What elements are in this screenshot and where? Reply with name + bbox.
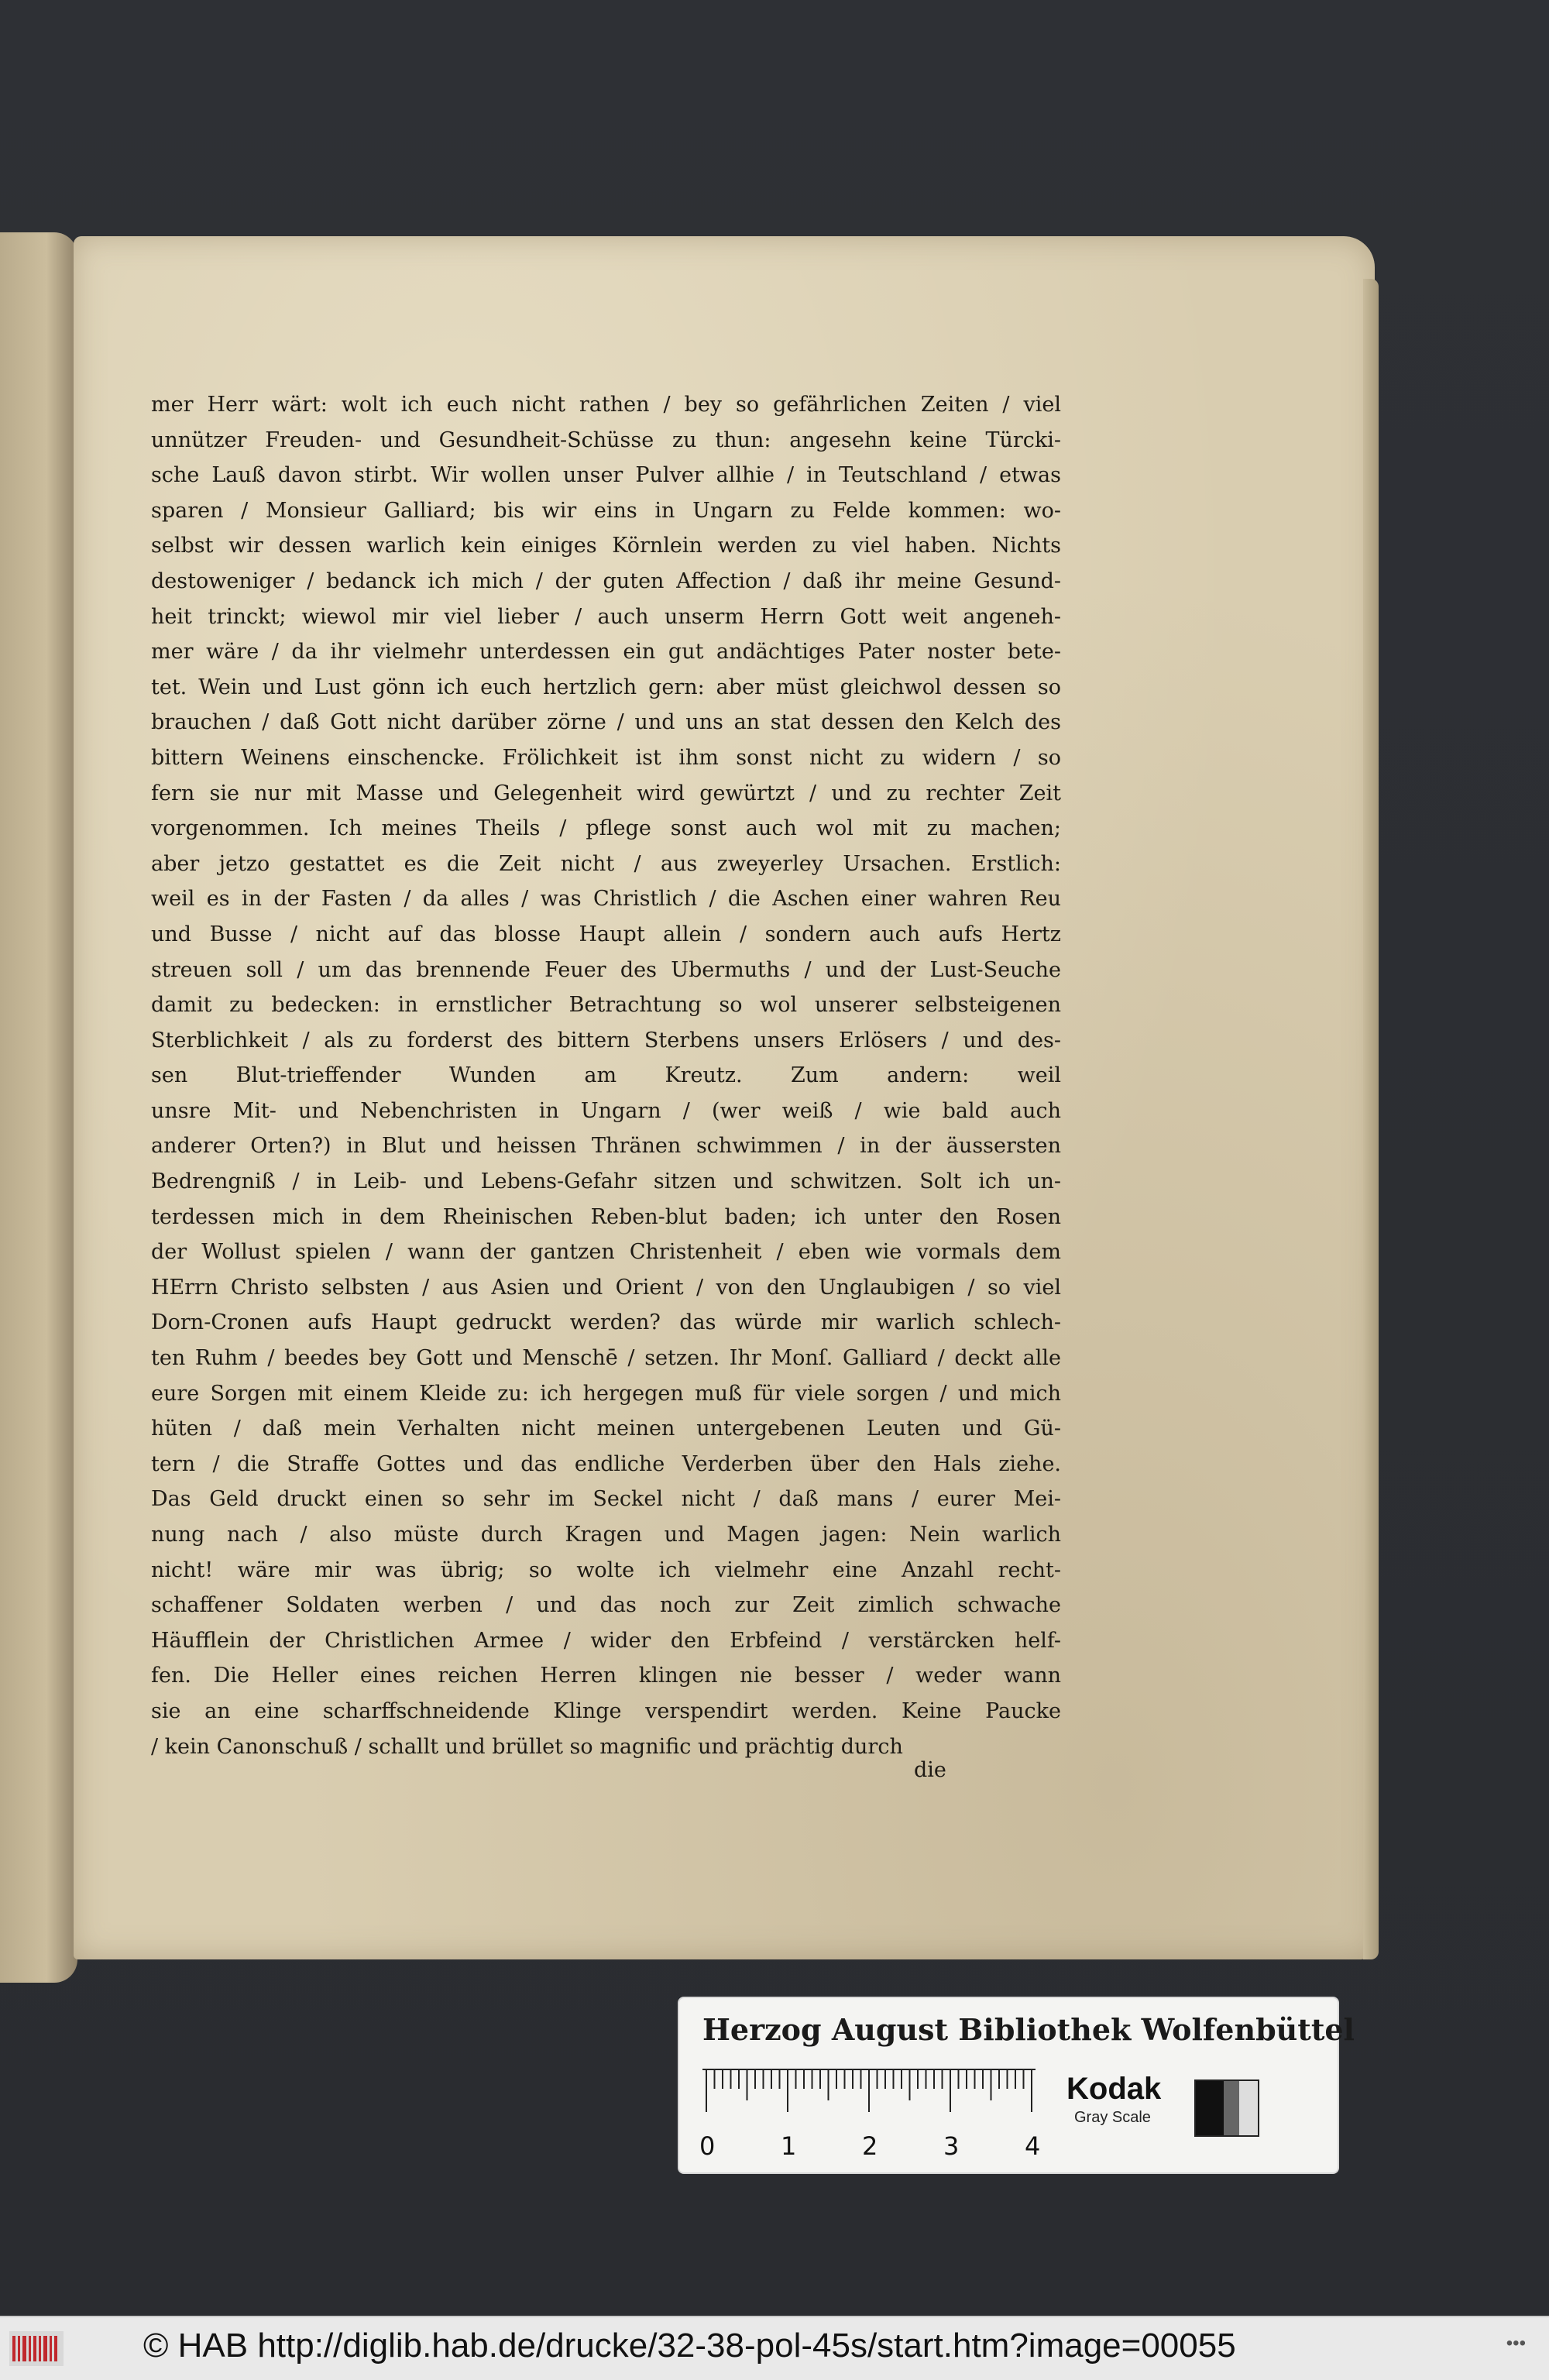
text-line: heit trinckt; wiewol mir viel lieber / auch unserm Herrn Gott weit angeneh- — [151, 604, 1061, 629]
text-line: fen. Die Heller eines reichen Herren klingen nie besser / weder wann — [151, 1664, 1061, 1688]
text-line: mer wäre / da ihr vielmehr unterdessen ein gut andächtiges Pater noster bete- — [151, 640, 1061, 665]
text-line: Häufflein der Christlichen Armee / wider den Erbfeind / verstärcken helf- — [151, 1628, 1061, 1653]
text-line: bittern Weinens einschencke. Frölichkeit ist ihm sonst nicht zu widern / so — [151, 745, 1061, 770]
ruler-label: 4 — [1025, 2131, 1041, 2161]
text-line: Das Geld druckt einen so sehr im Seckel nicht / daß mans / eurer Mei- — [151, 1487, 1061, 1512]
hab-logo-icon — [9, 2331, 64, 2366]
text-line: Sterblichkeit / als zu forderst des bittern Sterbens unsers Erlösers / und des- — [151, 1028, 1061, 1053]
text-line: Bedrengniß / in Leib- und Lebens-Gefahr sitzen und schwitzen. Solt ich un- — [151, 1169, 1061, 1194]
footer-bar — [0, 2316, 1549, 2380]
facing-page-edge — [0, 232, 77, 1983]
more-icon[interactable]: ••• — [1506, 2333, 1526, 2354]
text-line: sen Blut-trieffender Wunden am Kreutz. Zum andern: weil — [151, 1063, 1061, 1088]
text-line: sche Lauß davon stirbt. Wir wollen unser Pulver allhie / in Teutschland / etwas — [151, 463, 1061, 488]
gray-scale-patch — [1194, 2079, 1259, 2137]
text-line: aber jetzo gestattet es die Zeit nicht / aus zweyerley Ursachen. Erstlich: — [151, 851, 1061, 876]
page-fore-edge — [1363, 279, 1379, 1959]
text-line: / kein Canonschuß / schallt und brüllet so magnific und prächtig durch — [151, 1734, 903, 1759]
ruler-label: 2 — [862, 2131, 878, 2161]
text-line: terdessen mich in dem Rheinischen Reben-blut baden; ich unter den Rosen — [151, 1204, 1061, 1229]
text-line: tern / die Straffe Gottes und das endliche Verderben über den Hals ziehe. — [151, 1451, 1061, 1476]
citation-link[interactable]: © HAB http://diglib.hab.de/drucke/32-38-pol-45s/start.htm?image=00055 — [143, 2327, 1236, 2365]
text-line: damit zu bedecken: in ernstlicher Betrachtung so wol unserer selbsteigenen — [151, 993, 1061, 1018]
text-line: der Wollust spielen / wann der gantzen Christenheit / eben wie vormals dem — [151, 1240, 1061, 1265]
text-line: unnützer Freuden- und Gesundheit-Schüsse zu thun: angesehn keine Türcki- — [151, 428, 1061, 452]
text-line: nung nach / also müste durch Kragen und Magen jagen: Nein warlich — [151, 1523, 1061, 1547]
gray-scale-label: Gray Scale — [1074, 2109, 1151, 2126]
library-name: Herzog August Bibliothek Wolfenbüttel — [702, 2012, 1355, 2047]
text-line: destoweniger / bedanck ich mich / der guten Affection / daß ihr meine Gesund- — [151, 568, 1061, 593]
text-line: vorgenommen. Ich meines Theils / pflege sonst auch wol mit zu machen; — [151, 816, 1061, 841]
ruler-label: 0 — [699, 2131, 716, 2161]
text-line: brauchen / daß Gott nicht darüber zörne / und uns an stat dessen den Kelch des — [151, 710, 1061, 735]
text-line: und Busse / nicht auf das blosse Haupt allein / sondern auch aufs Hertz — [151, 922, 1061, 946]
text-line: mer Herr wärt: wolt ich euch nicht rathen / bey so gefährlichen Zeiten / viel — [151, 393, 1061, 417]
text-line: fern sie nur mit Masse und Gelegenheit wird gewürtzt / und zu rechter Zeit — [151, 781, 1061, 805]
text-line: ten Ruhm / beedes bey Gott und Menschē / setzen. Ihr Monſ. Galliard / deckt alle — [151, 1346, 1061, 1371]
text-line: sparen / Monsieur Galliard; bis wir eins in Ungarn zu Felde kommen: wo- — [151, 498, 1061, 523]
text-line: anderer Orten?) in Blut und heissen Thränen schwimmen / in der äussersten — [151, 1134, 1061, 1159]
text-line: weil es in der Fasten / da alles / was Christlich / die Aschen einer wahren Reu — [151, 887, 1061, 912]
ruler-label: 3 — [943, 2131, 960, 2161]
catchword: die — [914, 1758, 946, 1782]
text-line: Dorn-Cronen aufs Haupt gedruckt werden? das würde mir warlich schlech- — [151, 1310, 1061, 1335]
text-line: schaffener Soldaten werben / und das noch zur Zeit zimlich schwache — [151, 1593, 1061, 1618]
kodak-brand: Kodak — [1066, 2072, 1162, 2106]
text-line: HErrn Christo selbsten / aus Asien und Orient / von den Unglaubigen / so viel — [151, 1275, 1061, 1300]
text-line: hüten / daß mein Verhalten nicht meinen untergebenen Leuten und Gü- — [151, 1417, 1061, 1441]
ruler-label: 1 — [781, 2131, 797, 2161]
text-line: streuen soll / um das brennende Feuer des Ubermuths / und der Lust-Seuche — [151, 957, 1061, 982]
text-line: sie an eine scharffschneidende Klinge verspendirt werden. Keine Paucke — [151, 1698, 1061, 1723]
text-line: nicht! wäre mir was übrig; so wolte ich vielmehr eine Anzahl recht- — [151, 1557, 1061, 1582]
text-line: tet. Wein und Lust gönn ich euch hertzlich gern: aber müst gleichwol dessen so — [151, 675, 1061, 699]
body-text — [151, 387, 1061, 1764]
color-calibration-card — [679, 1998, 1355, 2172]
text-line: selbst wir dessen warlich kein einiges Körnlein werden zu viel haben. Nichts — [151, 534, 1061, 558]
text-line: unsre Mit- und Nebenchristen in Ungarn / (wer weiß / wie bald auch — [151, 1098, 1061, 1123]
text-line: eure Sorgen mit einem Kleide zu: ich hergegen muß für viele sorgen / und mich — [151, 1381, 1061, 1406]
